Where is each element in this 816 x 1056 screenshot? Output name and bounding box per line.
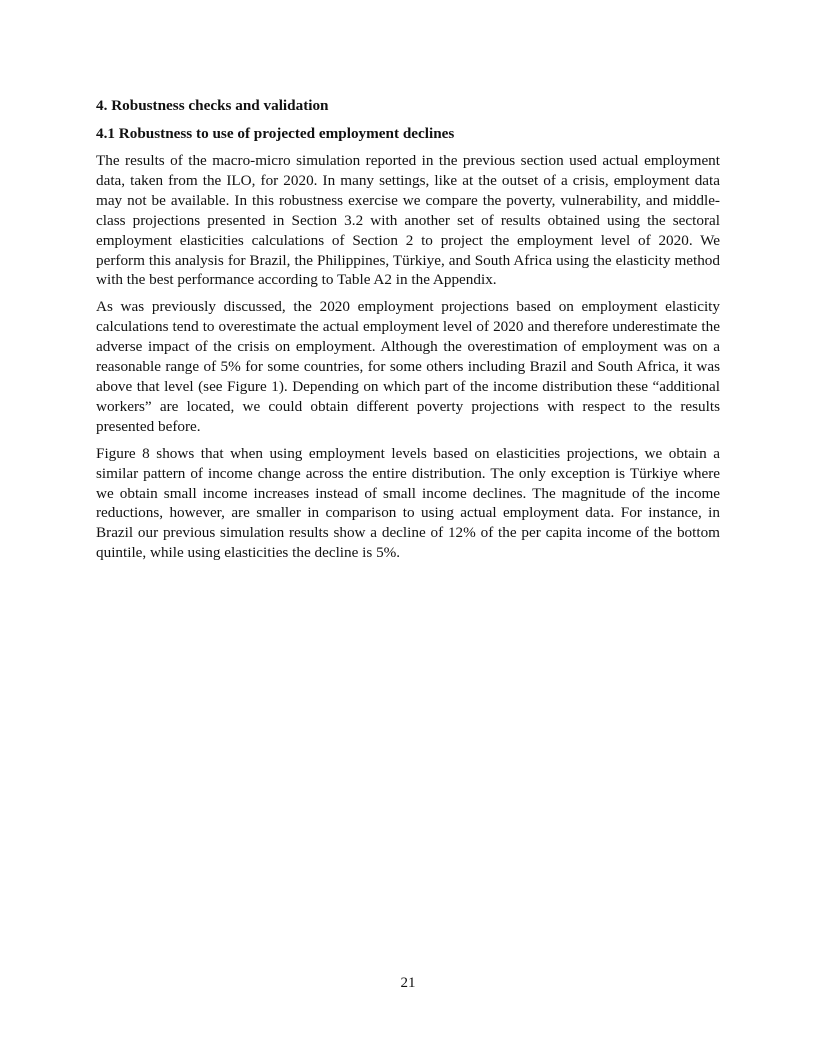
- page-body: [96, 96, 720, 570]
- section-heading: 4. Robustness checks and validation: [96, 97, 329, 114]
- paragraph-3: Figure 8 shows that when using employment levels based on elasticities projections, we obtain a similar pattern of income change across the entire distribution. The only exception is Türkiye where we obtain small income increases instead of small income declines. The magnitude of the income reductions, however, are smaller in comparison to using actual employment data. For instance, in Brazil our previous simulation results show a decline of 12% of the per capita income of the bottom quintile, while using elasticities the decline is 5%.: [96, 444, 720, 562]
- subsection-heading: 4.1 Robustness to use of projected employment declines: [96, 125, 455, 142]
- paragraph-2: As was previously discussed, the 2020 employment projections based on employment elasticity calculations tend to overestimate the actual employment level of 2020 and therefore underestimate the adverse impact of the crisis on employment. Although the overestimation of employment was on a reasonable range of 5% for some countries, for some others including Brazil and South Africa, it was above that level (see Figure 1). Depending on which part of the income distribution these “additional workers” are located, we could obtain different poverty projections with respect to the results presented before.: [96, 298, 720, 435]
- page-number: 21: [400, 975, 416, 991]
- paragraph-1: The results of the macro-micro simulation reported in the previous section used actual employment data, taken from the ILO, for 2020. In many settings, like at the outset of a crisis, employment data may not be available. In this robustness exercise we compare the poverty, vulnerability, and middle-class projections presented in Section 3.2 with another set of results obtained using the sectoral employment elasticities calculations of Section 2 to project the employment level of 2020. We perform this analysis for Brazil, the Philippines, Türkiye, and South Africa using the elasticity method with the best performance according to Table A2 in the Appendix.: [96, 152, 720, 289]
